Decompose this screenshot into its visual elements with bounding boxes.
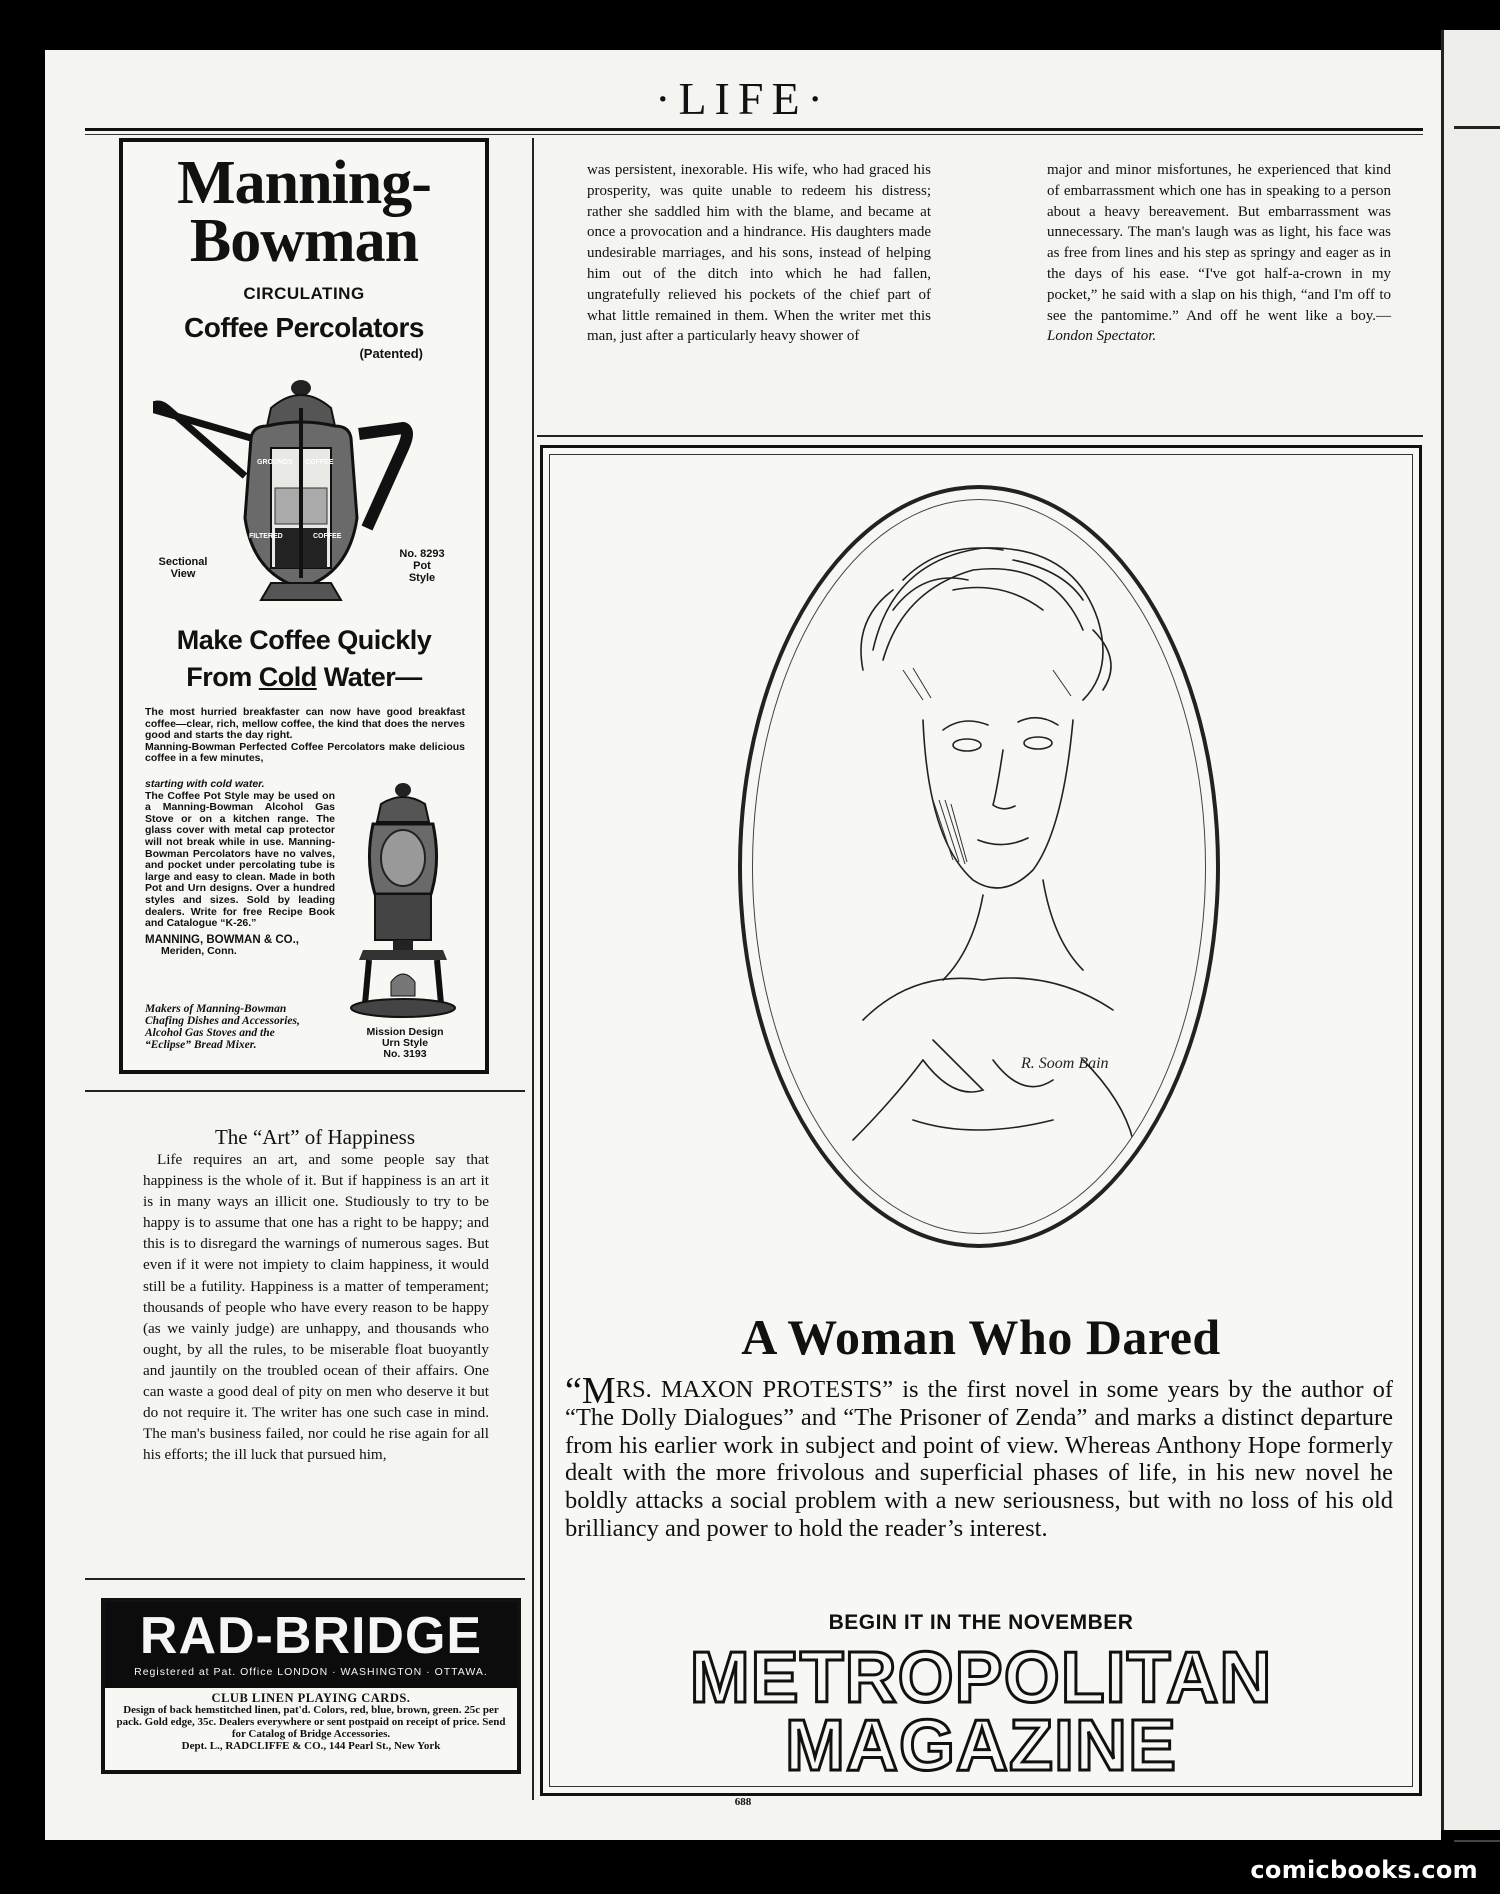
woman-portrait-icon (753, 500, 1203, 1231)
rb-text (105, 1688, 517, 1752)
label-coffee-filtered: COFFEE (313, 533, 342, 540)
left-rule-2 (85, 1578, 525, 1580)
label-coffee: COFFEE (305, 459, 334, 466)
mb-product: Coffee Percolators (184, 312, 424, 343)
mb-patented: (Patented) (359, 346, 423, 361)
portrait-frame (752, 499, 1206, 1234)
label-pot-1: No. 8293 (399, 548, 445, 560)
met-body (565, 1370, 1393, 1543)
middle-rule (537, 435, 1423, 437)
rb-registered: Registered at Pat. Office LONDON · WASHINGTON · OTTAWA. (134, 1666, 488, 1678)
header-rule-thin (85, 134, 1423, 135)
urn-label-1: Mission Design (366, 1026, 444, 1038)
mb-body-details (145, 779, 335, 958)
mb-body-p2: Manning-Bowman Perfected Coffee Percolators make delicious coffee in a few minutes, (145, 740, 465, 765)
label-filtered: FILTERED (249, 533, 283, 540)
rb-catalog: Send for Catalog of Bridge Accessories. (231, 1716, 506, 1740)
mb-maker-city: Meriden, Conn. (161, 945, 237, 958)
mb-body-italic: starting with cold water. (145, 778, 265, 790)
mb-brand (123, 149, 485, 275)
label-sectional-1: Sectional (158, 556, 208, 568)
adjacent-page-edge (1441, 30, 1500, 1830)
label-pot-3: Style (408, 572, 436, 584)
page-header: ·LIFE· (655, 73, 831, 124)
column-divider (532, 138, 534, 1800)
article-source: London Spectator. (1047, 328, 1157, 345)
coffee-pot-illustration (153, 378, 453, 618)
mb-makers-of: Makers of Manning-Bowman Chafing Dishes and Accessories, Alcohol Gas Stoves and the “Eclipse” Bread Mixer. (145, 1003, 300, 1051)
watermark: comicbooks.com (1250, 1856, 1478, 1884)
label-grounds: GROUNDS (257, 459, 293, 466)
label-sectional-view (153, 556, 213, 580)
header-rule (85, 128, 1423, 131)
rb-desc (115, 1704, 507, 1740)
met-body-text: RS. MAXON PROTESTS” is the first novel in some years by the author of “The Dolly Dialogues” and “The Prisoner of Zenda” and marks a distinct departure from his earlier work in subject and point of view. Whereas Anthony Hope formerly dealt with the more frivolous and superficial phases of life, in his new novel he boldly attacks a social problem with a new seriousness, but with no loss of his old brilliancy and power to hold the reader’s interest. (565, 1376, 1393, 1542)
met-magazine-line1: METROPOLITAN (689, 1638, 1273, 1718)
mb-headline (123, 622, 485, 696)
rb-desc-text: Design of back hemstitched linen, pat'd. Colors, red, blue, brown, green. 25c per pack. Gold edge, 35c. Dealers everywhere or sent postpaid on receipt of price. (116, 1704, 499, 1728)
rb-logo: RAD-BRIDGE (139, 1607, 483, 1665)
magazine-page (45, 50, 1441, 1840)
article-continued-col2 (1047, 160, 1391, 347)
met-title: A Woman Who Dared (741, 1309, 1221, 1365)
portrait-oval (738, 485, 1220, 1248)
mb-headline-2-cold: Cold (258, 662, 317, 692)
met-magazine-line2: MAGAZINE (785, 1706, 1177, 1786)
label-sectional-2: View (170, 568, 196, 580)
rb-address: Dept. L., RADCLIFFE & CO., 144 Pearl St., New York (181, 1740, 441, 1752)
adjacent-rule-bottom (1454, 1840, 1500, 1842)
mb-headline-2 (123, 659, 485, 696)
mb-headline-2-post: Water— (316, 662, 422, 692)
met-magazine-name (543, 1638, 1419, 1786)
mb-circulating: CIRCULATING (243, 284, 365, 303)
article-title: The “Art” of Happiness (214, 1125, 415, 1149)
urn-label (337, 1027, 473, 1060)
met-begin: BEGIN IT IN THE NOVEMBER (828, 1611, 1134, 1634)
mb-headline-2-pre: From (186, 662, 259, 692)
article-body: Life requires an art, and some people say that happiness is the whole of it. But if happiness is an art it is in many ways an illicit one. Studiously to try to be happy is to assume that one has a right to be happy; and this is to disregard the warnings of numerous sages. But even if it were not impiety to claim happiness, it would still be a futility. Happiness is a matter of temperament; thousands of people who have every reason to be happy (as we vainly judge) are unhappy, and thousands who ought, by all the rules, to be miserable float buoyantly and jauntily on the troubled ocean of their affairs. One can waste a good deal of pity on men who deserve it but do not require it. The writer has one such case in mind. The man's business failed, nor could he rise again for all his efforts; the ill luck that pursued him, (143, 1151, 489, 1464)
label-pot-2: Pot (413, 560, 431, 572)
left-rule-1 (85, 1090, 525, 1092)
mb-brand-line2: Bowman (189, 207, 419, 275)
met-open-quote: “M (565, 1370, 616, 1412)
article-col2-text: major and minor misfortunes, he experienced that kind of embarrassment which one has in speaking to a person about a heavy bereavement. But embarrassment was unnecessary. The man's laugh was as light, his face was as free from lines and his step as springy and eager as in the days of his ease. “I've got half-a-crown in my pocket,” he said with a slap on his thigh, “and I'm off to see the pantomime.” And off he went like a boy.— (1047, 162, 1391, 324)
urn-label-3: No. 3193 (383, 1048, 427, 1060)
mb-brand-line1: Manning- (177, 149, 431, 217)
article-continued-col1: was persistent, inexorable. His wife, who had graced his prosperity, was quite unable to redeem his distress; rather she saddled him with the blame, and became at once a provocation and a hindrance. His daughters made undesirable marriages, and his sons, instead of helping him out of the ditch into which he had fallen, ungratefully relieved his pockets of the chief part of what little remained in them. When the writer met this man, just after a particularly heavy shower of (587, 162, 931, 345)
mb-body-p1: The most hurried breakfaster can now have good breakfast coffee—clear, rich, mellow coffee, the kind that does the nerves good and starts the day right. (145, 706, 465, 742)
rb-header (105, 1602, 517, 1688)
urn-illustration (345, 782, 465, 1022)
page-number: 688 (734, 1796, 752, 1808)
mb-body-intro (145, 707, 465, 765)
label-pot-style (391, 548, 453, 584)
rad-bridge-ad (101, 1598, 521, 1774)
urn-label-2: Urn Style (381, 1037, 429, 1049)
manning-bowman-ad (119, 138, 489, 1074)
adjacent-rule (1454, 126, 1500, 129)
artist-signature: R. Soom Bain (1021, 1055, 1109, 1072)
mb-maker-name: MANNING, BOWMAN & CO., (145, 933, 299, 946)
coffee-urn-icon (345, 782, 465, 1022)
mb-body-p3: The Coffee Pot Style may be used on a Manning-Bowman Alcohol Gas Stove or on a kitchen range. The glass cover with metal cap protector will not break while in use. Manning-Bowman Percolators have no valves, and pocket under percolating tube is large and easy to clean. Made in both Pot and Urn designs. Over a hundred styles and sizes. Sold by leading dealers. Write for free Recipe Book and Catalogue “K-26.” (145, 789, 335, 930)
metropolitan-ad (540, 445, 1422, 1796)
mb-headline-1: Make Coffee Quickly (176, 625, 432, 655)
rb-product: CLUB LINEN PLAYING CARDS. (211, 1691, 411, 1705)
